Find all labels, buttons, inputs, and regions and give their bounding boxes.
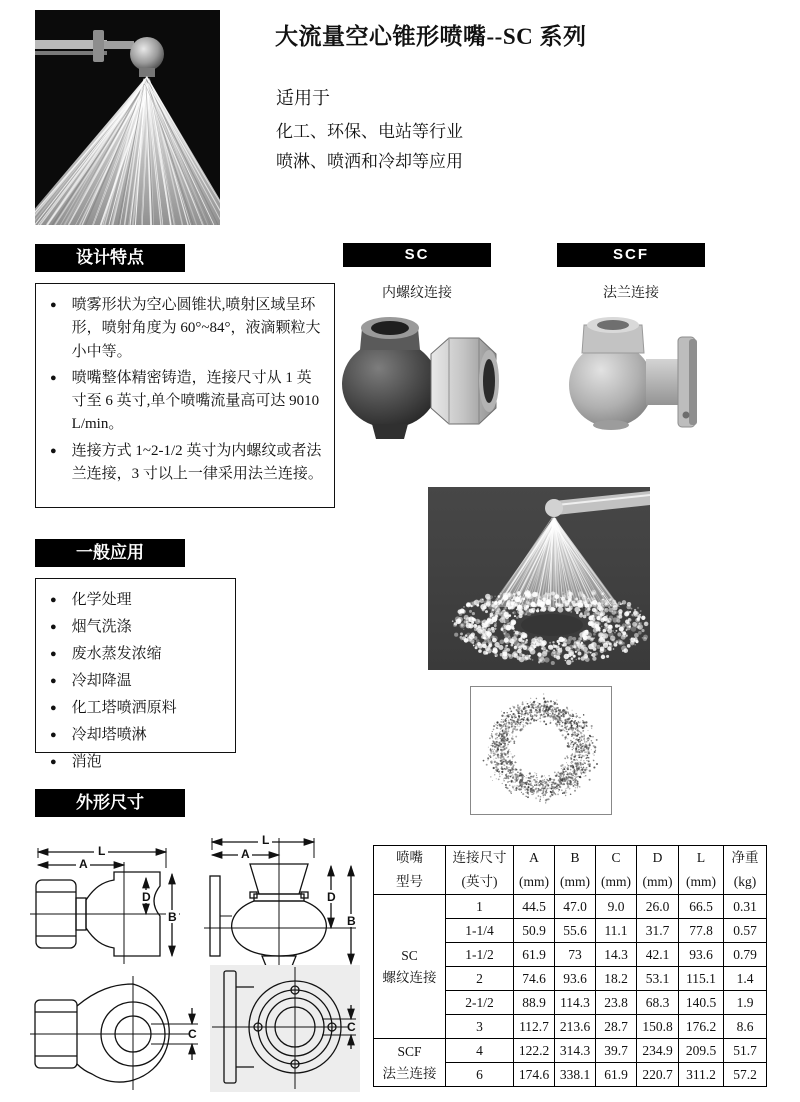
spec-cell: 11.1: [596, 919, 637, 943]
spec-table: [373, 845, 767, 1087]
body-outline: [77, 984, 169, 1082]
spec-cell: 150.8: [637, 1015, 679, 1039]
spec-cell: 1-1/4: [446, 919, 514, 943]
application-item: [50, 616, 227, 639]
application-item: [50, 697, 227, 720]
application-item-label: 废水蒸发浓缩: [71, 646, 162, 662]
application-item: [50, 724, 227, 747]
spray-pattern-diagram: [470, 686, 612, 815]
spec-cell: 1.9: [724, 991, 767, 1015]
svg-text:D: D: [142, 890, 151, 904]
spec-cell: 61.9: [596, 1063, 637, 1087]
design-bullet-list: [50, 294, 326, 486]
spec-cell: 23.8: [596, 991, 637, 1015]
spec-cell: 3: [446, 1015, 514, 1039]
svg-text:B: B: [168, 910, 177, 924]
industries-line: 化工、环保、电站等行业: [276, 122, 463, 141]
nozzle-ball: [545, 499, 563, 517]
spec-cell: 31.7: [637, 919, 679, 943]
sc-base: [372, 424, 408, 439]
spec-cell: 9.0: [596, 895, 637, 919]
spec-cell: 234.9: [637, 1039, 679, 1063]
bullet-icon: ●: [50, 702, 57, 714]
spec-cell: 0.31: [724, 895, 767, 919]
spec-cell: 42.1: [637, 943, 679, 967]
nozzle-arm: [104, 41, 134, 49]
design-bullet-item-label: 喷雾形状为空心圆锥状,喷射区域呈环形，喷射角度为 60°~84°，液滴颗粒大小中等。: [71, 297, 321, 360]
col-l: L (mm): [679, 846, 724, 895]
spray-ring-photo: [428, 487, 650, 670]
bullet-icon: ●: [50, 675, 57, 687]
spec-cell: 74.6: [514, 967, 555, 991]
spec-cell: 57.2: [724, 1063, 767, 1087]
design-features-box: [35, 283, 335, 508]
spec-cell: 338.1: [555, 1063, 596, 1087]
bullet-icon: ●: [50, 299, 57, 311]
suitable-for-label: 适用于: [276, 88, 330, 108]
scf-neck: [646, 359, 680, 405]
speckle-ring: [471, 687, 611, 814]
bullet-icon: ●: [50, 648, 57, 660]
spec-cell: 53.1: [637, 967, 679, 991]
spec-cell: 174.6: [514, 1063, 555, 1087]
spec-cell: 68.3: [637, 991, 679, 1015]
sc-inlet-bore: [371, 321, 409, 335]
page-title: 大流量空心锥形喷嘴--SC 系列: [275, 24, 587, 49]
col-size: 连接尺寸 (英寸): [446, 846, 514, 895]
nozzle-tip: [139, 68, 155, 77]
spec-cell: 14.3: [596, 943, 637, 967]
spec-cell: 51.7: [724, 1039, 767, 1063]
application-item-label: 冷却降温: [71, 673, 132, 689]
svg-text:C: C: [188, 1027, 197, 1041]
nozzle-ball: [130, 37, 164, 71]
bullet-icon: ●: [50, 594, 57, 606]
bullet-icon: ●: [50, 756, 57, 768]
scf-flange-face: [689, 339, 697, 425]
application-item: [50, 589, 227, 612]
spec-cell: 0.79: [724, 943, 767, 967]
application-item: [50, 670, 227, 693]
spec-cell: 61.9: [514, 943, 555, 967]
spec-cell: 220.7: [637, 1063, 679, 1087]
applications-line: 喷淋、喷洒和冷却等应用: [276, 152, 463, 171]
spec-cell: 73: [555, 943, 596, 967]
application-list: [50, 589, 227, 774]
spec-cell: 140.5: [679, 991, 724, 1015]
spec-cell: 8.6: [724, 1015, 767, 1039]
svg-text:L: L: [262, 833, 270, 847]
table-row: [374, 895, 767, 919]
spec-cell: 114.3: [555, 991, 596, 1015]
bullet-icon: ●: [50, 729, 57, 741]
design-features-heading: 设计特点: [35, 244, 185, 272]
svg-text:C: C: [347, 1020, 356, 1034]
model-group-cell: SC 螺纹连接: [374, 895, 446, 1039]
model-group-cell: SCF 法兰连接: [374, 1039, 446, 1087]
sc-side-drawing: [28, 838, 186, 966]
spec-cell: 4: [446, 1039, 514, 1063]
spec-cell: 93.6: [555, 967, 596, 991]
bullet-icon: ●: [50, 371, 57, 384]
application-item-label: 化工塔喷洒原料: [71, 700, 177, 716]
application-item: [50, 643, 227, 666]
spec-cell: 1: [446, 895, 514, 919]
pipe-flange: [93, 30, 104, 62]
col-d: D (mm): [637, 846, 679, 895]
scf-bottom-drawing: [210, 965, 360, 1092]
design-bullet-item-label: 喷嘴整体精密铸造，连接尺寸从 1 英寸至 6 英寸,单个喷嘴流量高可达 9010 L/min。: [71, 369, 320, 433]
design-bullet-item-label: 连接方式 1~2-1/2 英寸为内螺纹或者法兰连接，3 寸以上一律采用法兰连接。: [71, 442, 323, 482]
scf-body: [569, 343, 653, 427]
spec-cell: 0.57: [724, 919, 767, 943]
svg-text:B: B: [347, 914, 356, 928]
application-item: [50, 751, 227, 774]
sc-nozzle-photo: [338, 308, 503, 442]
svg-text:L: L: [98, 844, 106, 858]
spec-cell: 176.2: [679, 1015, 724, 1039]
scf-side-drawing: [198, 832, 365, 978]
col-c: C (mm): [596, 846, 637, 895]
spec-cell: 115.1: [679, 967, 724, 991]
scf-nozzle-photo: [556, 315, 711, 433]
spec-cell: 2: [446, 967, 514, 991]
spec-cell: 26.0: [637, 895, 679, 919]
spec-cell: 209.5: [679, 1039, 724, 1063]
svg-text:A: A: [79, 857, 88, 871]
dimensions-heading: 外形尺寸: [35, 789, 185, 817]
spec-cell: 18.2: [596, 967, 637, 991]
spec-cell: 50.9: [514, 919, 555, 943]
spec-cell: 66.5: [679, 895, 724, 919]
spec-cell: 55.6: [555, 919, 596, 943]
spec-cell: 44.5: [514, 895, 555, 919]
spec-cell: 122.2: [514, 1039, 555, 1063]
sc-nut-bore: [483, 359, 495, 403]
sc-connection-caption: 内螺纹连接: [382, 286, 452, 301]
spec-cell: 88.9: [514, 991, 555, 1015]
spec-cell: 77.8: [679, 919, 724, 943]
sc-bottom-drawing: [30, 972, 205, 1092]
col-model: 喷嘴 型号: [374, 846, 446, 895]
flange-outline: [210, 876, 220, 956]
table-row: [374, 1039, 767, 1063]
application-item-label: 烟气洗涤: [71, 619, 132, 635]
spray-cone-photo: [35, 10, 220, 225]
spec-cell: 314.3: [555, 1039, 596, 1063]
spec-cell: 1.4: [724, 967, 767, 991]
scf-bolt-hole: [683, 412, 690, 419]
design-bullet-item: [50, 440, 326, 487]
bullet-icon: ●: [50, 621, 57, 633]
spec-cell: 93.6: [679, 943, 724, 967]
spec-cell: 2-1/2: [446, 991, 514, 1015]
table-header-row: [374, 846, 767, 895]
spec-cell: 112.7: [514, 1015, 555, 1039]
sc-body: [342, 340, 438, 428]
spec-cell: 1-1/2: [446, 943, 514, 967]
bullet-icon: ●: [50, 444, 57, 457]
application-item-label: 化学处理: [71, 592, 132, 608]
spec-cell: 6: [446, 1063, 514, 1087]
application-item-label: 冷却塔喷淋: [71, 727, 147, 743]
scf-inlet-bore: [597, 320, 629, 330]
svg-text:A: A: [241, 847, 250, 861]
col-weight: 净重 (kg): [724, 846, 767, 895]
model-bar-sc: SC: [343, 243, 491, 267]
spec-cell: 213.6: [555, 1015, 596, 1039]
applications-box: [35, 578, 236, 770]
application-item-label: 消泡: [71, 754, 102, 770]
svg-text:D: D: [327, 890, 336, 904]
spec-cell: 28.7: [596, 1015, 637, 1039]
spec-table-body: [374, 895, 767, 1087]
design-bullet-item: [50, 294, 326, 364]
scf-base: [593, 420, 629, 430]
spec-cell: 39.7: [596, 1039, 637, 1063]
applications-heading: 一般应用: [35, 539, 185, 567]
scf-connection-caption: 法兰连接: [603, 286, 659, 301]
ring-center-water: [521, 614, 583, 636]
spec-cell: 47.0: [555, 895, 596, 919]
spec-cell: 311.2: [679, 1063, 724, 1087]
col-b: B (mm): [555, 846, 596, 895]
model-bar-scf: SCF: [557, 243, 705, 267]
design-bullet-item: [50, 367, 326, 437]
col-a: A (mm): [514, 846, 555, 895]
